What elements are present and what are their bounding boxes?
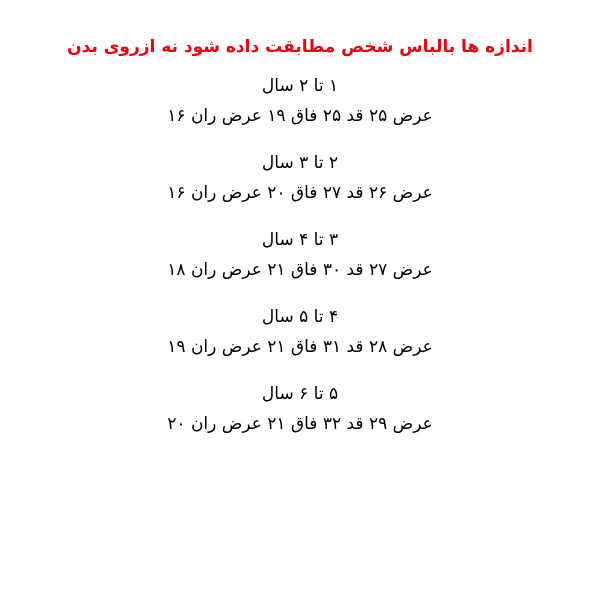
- measurements-label: عرض ۲۵ قد ۲۵ فاق ۱۹ عرض ران ۱۶: [167, 105, 433, 126]
- age-range-label: ۱ تا ۲ سال: [261, 76, 339, 97]
- age-range-label: ۵ تا ۶ سال: [261, 384, 339, 405]
- page-title: اندازه ها بالباس شخص مطابقت داده شود نه ازروی بدن: [67, 37, 533, 57]
- age-range-label: ۳ تا ۴ سال: [261, 230, 339, 251]
- size-entry-list: [0, 74, 600, 459]
- age-range-label: ۴ تا ۵ سال: [261, 307, 339, 328]
- measurements-label: عرض ۲۷ قد ۳۰ فاق ۲۱ عرض ران ۱۸: [167, 259, 433, 280]
- list-item: [0, 151, 600, 206]
- measurements-label: عرض ۲۸ قد ۳۱ فاق ۲۱ عرض ران ۱۹: [167, 336, 433, 357]
- list-item: [0, 74, 600, 129]
- list-item: [0, 305, 600, 360]
- measurements-label: عرض ۲۶ قد ۲۷ فاق ۲۰ عرض ران ۱۶: [167, 182, 433, 203]
- list-item: [0, 382, 600, 437]
- measurements-label: عرض ۲۹ قد ۳۲ فاق ۲۱ عرض ران ۲۰: [167, 413, 433, 434]
- age-range-label: ۲ تا ۳ سال: [261, 153, 339, 174]
- list-item: [0, 228, 600, 283]
